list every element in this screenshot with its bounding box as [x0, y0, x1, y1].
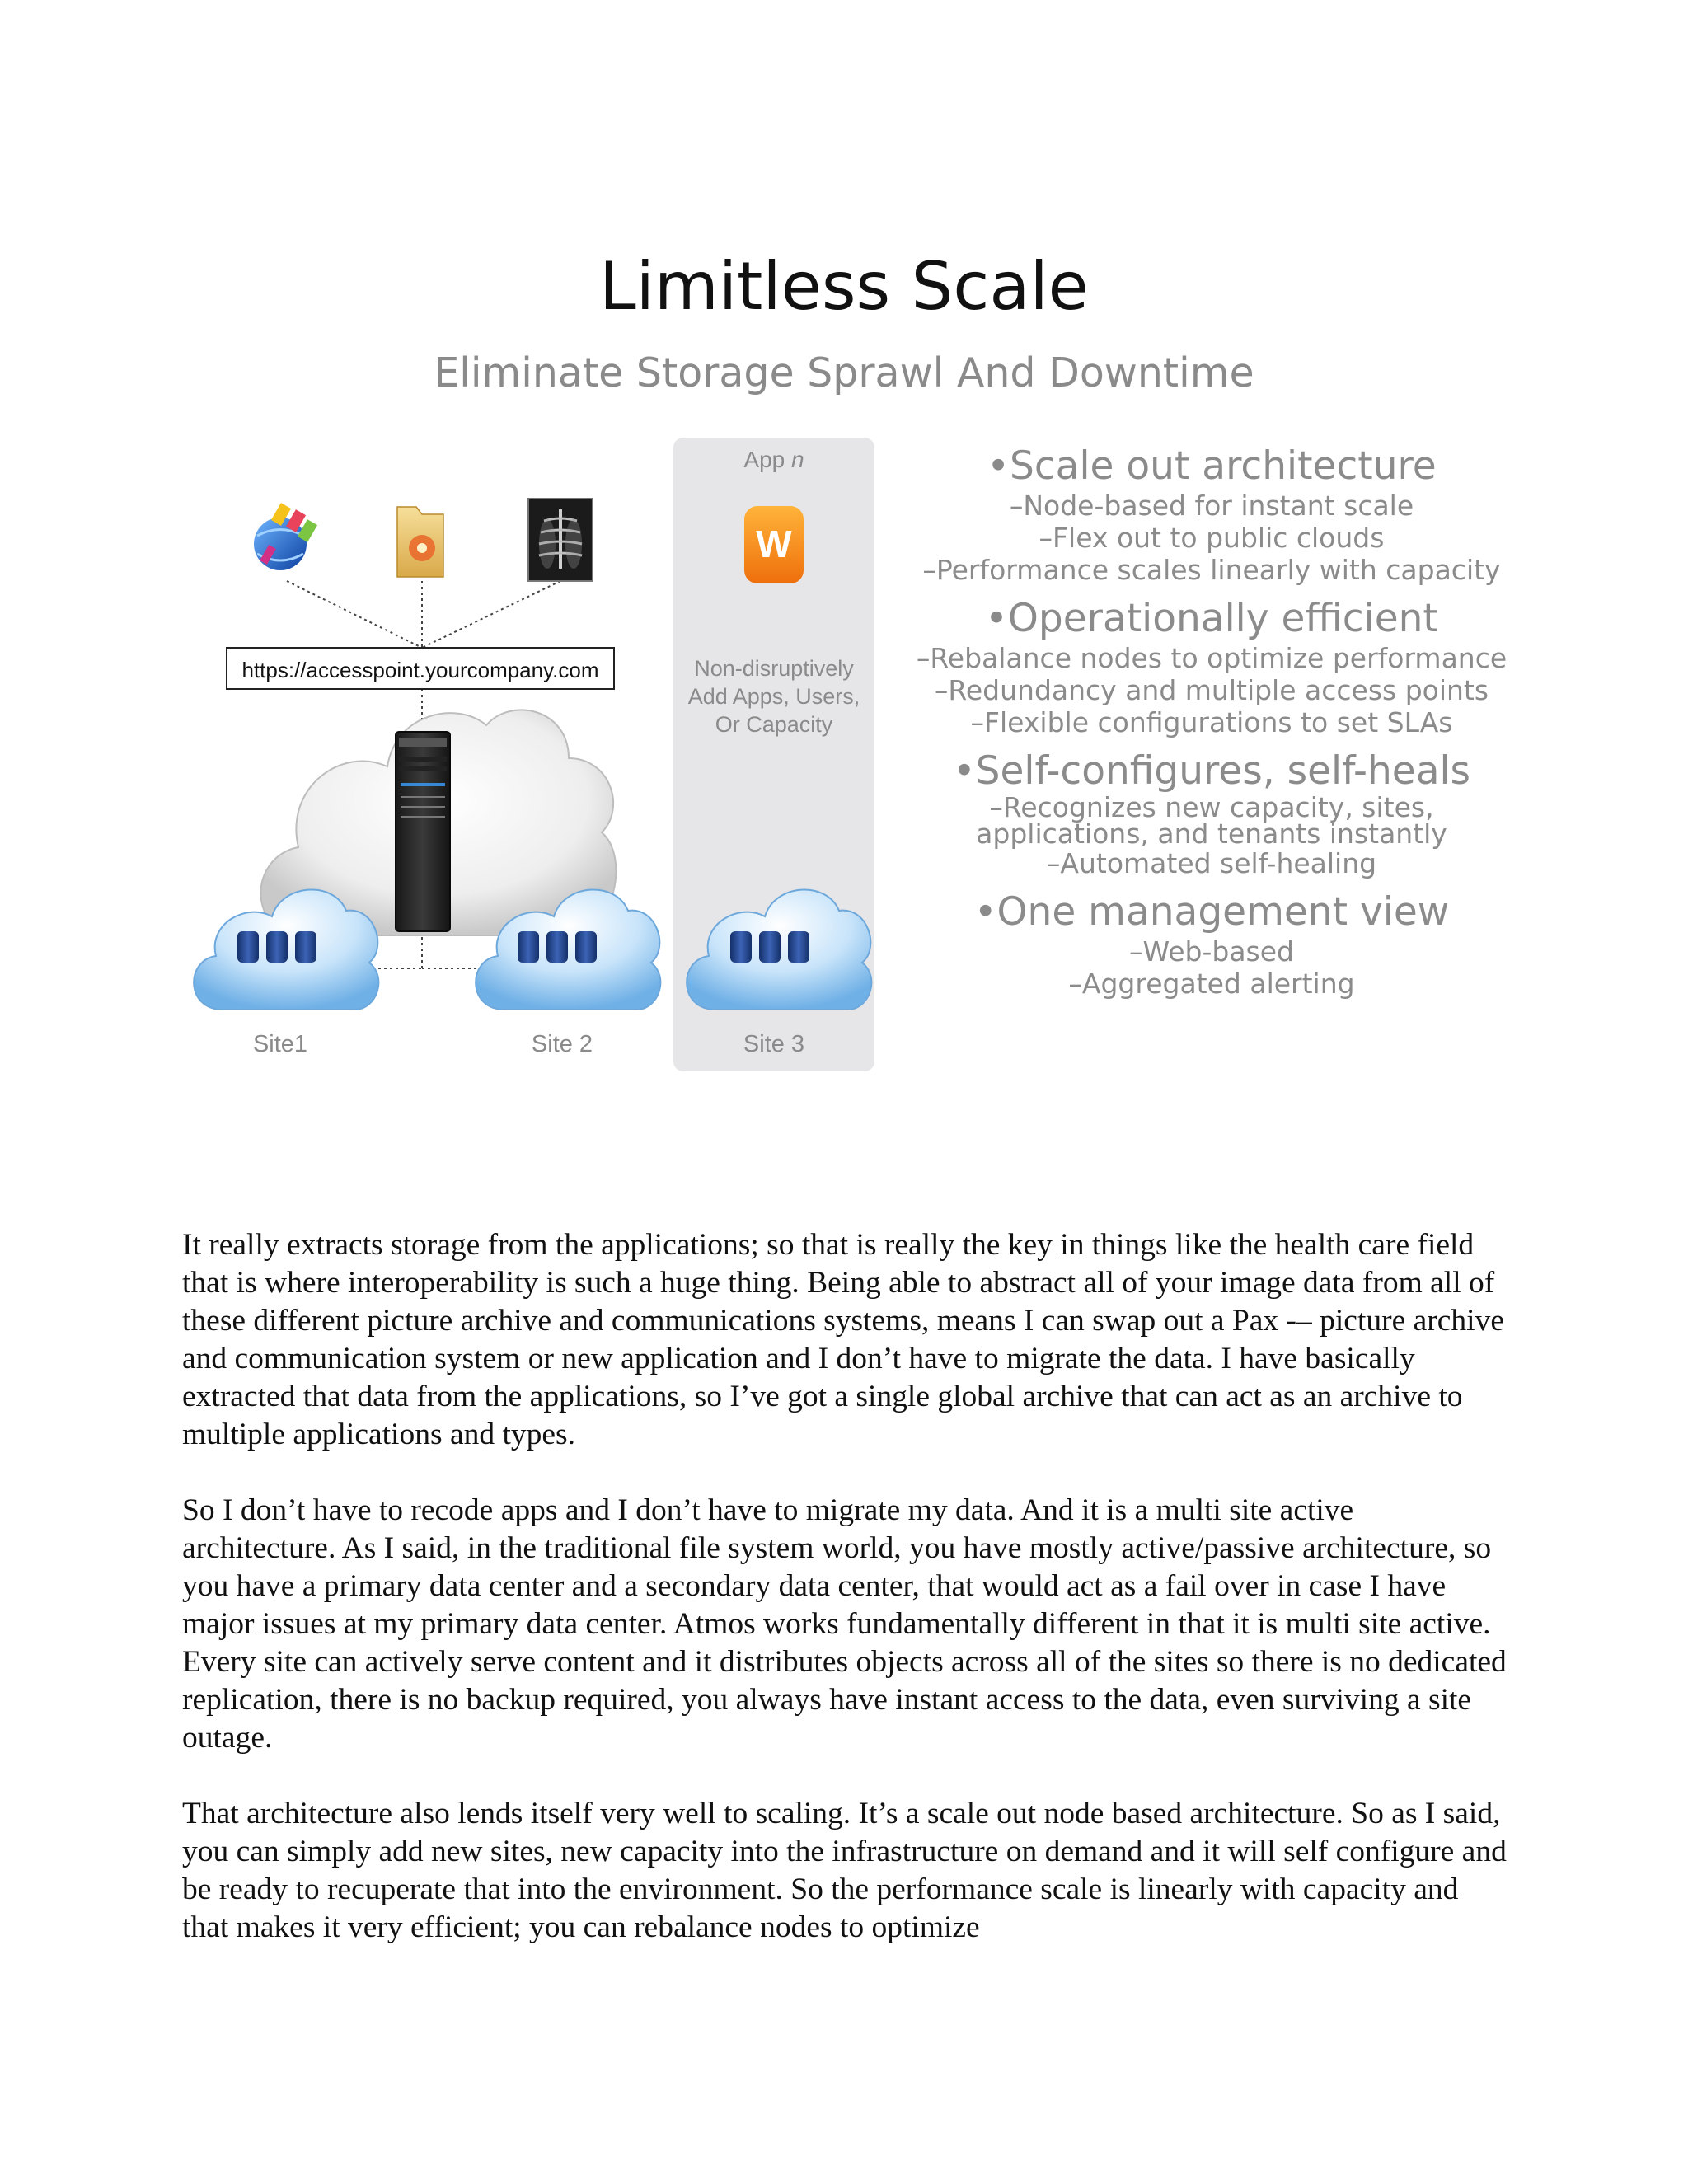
bullet-subitem: –Recognizes new capacity, sites,	[989, 791, 1434, 823]
xray-image-icon	[528, 499, 593, 581]
bullet-group-efficient	[890, 596, 1533, 738]
transcript-body	[182, 1226, 1509, 1947]
svg-text:Or Capacity: Or Capacity	[715, 712, 833, 737]
bullet-subitem: –Redundancy and multiple access points	[934, 674, 1489, 706]
bullet-subitem: –Rebalance nodes to optimize performance	[916, 642, 1507, 674]
slide-title: Limitless Scale	[599, 248, 1089, 325]
bullet-group-management	[890, 889, 1533, 1000]
bullet-subitem: –Flex out to public clouds	[1039, 522, 1385, 554]
slide-subtitle: Eliminate Storage Sprawl And Downtime	[434, 349, 1254, 396]
folder-icon	[397, 507, 443, 577]
feature-bullets	[890, 443, 1533, 1010]
access-point-url: https://accesspoint.yourcompany.com	[241, 658, 599, 682]
bullet-subitem: –Performance scales linearly with capacity	[922, 554, 1501, 586]
site2-label: Site 2	[531, 1031, 593, 1057]
bullet-subitem: –Automated self-healing	[1046, 847, 1377, 879]
svg-text:Non-disruptively: Non-disruptively	[694, 656, 854, 681]
bullet-heading: •Self-configures, self-heals	[952, 748, 1471, 794]
bullet-heading: •One management view	[973, 889, 1450, 935]
bullet-subitem: –Aggregated alerting	[1068, 968, 1355, 1000]
bullet-heading: •Operationally efficient	[985, 596, 1438, 641]
bullet-group-self-heal	[890, 748, 1533, 879]
svg-text:Add Apps, Users,: Add Apps, Users,	[687, 684, 860, 709]
site1-label: Site1	[252, 1031, 308, 1057]
bullet-subitem: applications, and tenants instantly	[976, 818, 1447, 850]
server-rack-icon	[396, 732, 450, 931]
body-paragraph: So I don’t have to recode apps and I don’t have to migrate my data. And it is a multi site active architecture. As I said, in the traditional file system world, you have mostly active/passive architecture, so you have a primary data center and a secondary data center, that would act as a fail over in case I have major issues at my primary data center. Atmos works fundamentally different in that it is multi site active. Every site can actively serve content and it distributes objects across all of the sites so there is no dedicated replication, there is no backup required, you always have instant access to the data, even surviving a site outage.	[182, 1493, 1507, 1755]
body-paragraph: It really extracts storage from the applications; so that is really the key in things like the health care field that is where interoperability is such a huge thing. Being able to abstract all of your image data from all of these different picture archive and communications systems, means I can swap out a Pax -– picture archive and communication system or new application and I don’t have to migrate the data. I have basically extracted that data from the applications, so I’ve got a single global archive that can act as an archive to multiple applications and types.	[182, 1228, 1504, 1451]
app-n-label: App n	[743, 447, 804, 472]
bullet-subitem: –Web-based	[1129, 935, 1294, 968]
bullet-subitem: –Node-based for instant scale	[1009, 490, 1414, 522]
app-w-icon	[744, 506, 804, 583]
bullet-subitem: –Flexible configurations to set SLAs	[970, 706, 1453, 738]
body-paragraph: That architecture also lends itself very well to scaling. It’s a scale out node based architecture. So as I said, you can simply add new sites, new capacity into the infrastructure on demand and it will self configure and be ready to recuperate that into the environment. So the performance scale is linearly with capacity and that makes it very efficient; you can rebalance nodes to optimize	[182, 1797, 1507, 1944]
globe-apps-icon	[254, 503, 317, 570]
site3-label: Site 3	[743, 1031, 805, 1057]
bullet-group-scale	[890, 443, 1533, 586]
bullet-heading: •Scale out architecture	[987, 443, 1437, 489]
svg-text:W: W	[756, 523, 792, 565]
